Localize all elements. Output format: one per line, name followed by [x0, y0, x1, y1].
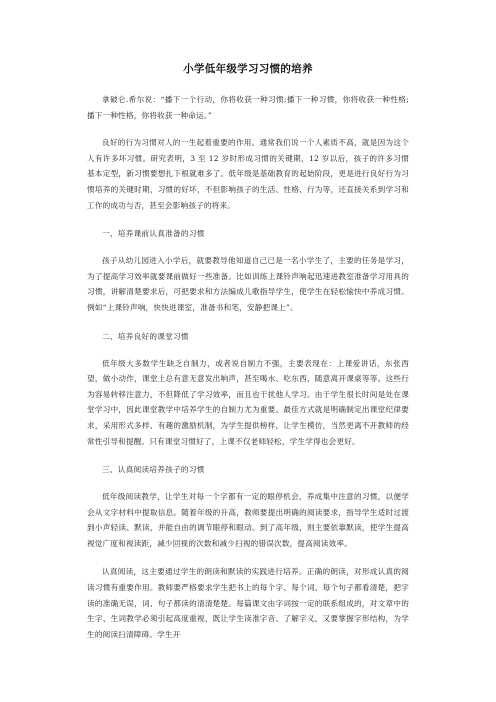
paragraph-habits-importance: 良好的行为习惯对人的一生起着重要的作用。通常我们说一个人素质不高，就是因为这个人有许多坏习惯。研究表明，3 至 12 岁时形成习惯的关键期，12 岁以后，孩子的许多习惯基本定型，新习惯要想扎下根就难多了。低年级是基础教育的起始阶段，更是进行良好行为习惯培养的关键时期，习惯的好坏，不但影响孩子的生活、性格、行为等，还直接关系到学习和工作的成功与否，甚至会影响孩子的将来。 — [87, 138, 409, 210]
paragraph-reading-practice: 认真阅读，这主要通过学生的朗读和默读的实践进行培养。正确的朗读，对形成认真的阅读习惯有重要作用。教师要严格要求学生把书上的每个字、每个词、每个句子都看清楚，把字读的准确无误，词、句子都读的清清楚楚。每篇课文由字词按一定的联系组成的，对文章中的生字、生词教学必须引起高度重视，既让学生读准字音、了解字义，又要掌握字形结构，为学生的阅读扫清障碍。学生开 — [87, 567, 409, 639]
section-heading-2: 二、培养良好的课堂习惯 — [102, 331, 189, 341]
paragraph-classroom: 低年级大多数学生缺乏自制力，或者说自制力不强，主要表现在：上课爱讲话，东张西望，做小动作，课堂上总有意无意发出响声，甚至喝水、吃东西，随意离开课桌等等。这些行为容易转移注意力，不但降低了学习效率，而且也干扰他人学习。由于学生很长时间是处在课堂学习中，因此课堂教学中培养学生的自制力尤为重要。最佳方式就是明确制定出课堂纪律要求，采用形式多样、有趣的激励机制，为学生提供榜样，让学生模仿，当然更离不开教师的经常性引导和提醒。只有课堂习惯好了，上课不仅老师轻松，学生学得也会更好。 — [87, 358, 409, 446]
section-heading-3: 三、认真阅读培养孩子的习惯 — [102, 465, 205, 475]
paragraph-preparation: 孩子从幼儿园进入小学后，就要教导他知道自己已是一名小学生了，主要的任务是学习，为了提高学习效率就要课前做好一些准备。比如训练上课铃声响起迅速进教室准备学习用具的习惯，讲解清楚要求后，可把要求和方法编成儿歌指导学生，使学生在轻松愉快中养成习惯。例如“上课铃声响，快快进课室，准备书和笔，安静把课上”。 — [87, 256, 409, 312]
paragraph-reading: 低年级阅读教学，让学生对每一个字都有一定的眼停机会，养成集中注意的习惯，以便学会从文字材料中提取信息。随着年级的升高，教师要提出明确的阅读要求，指导学生适时过渡到小声轻读、默读，并能自由的调节眼停和眼动。到了高年级，则主要依靠默读，使学生提高视觉广度和视读距，减少回视的次数和减少扫视的错误次数，提高阅读效率。 — [87, 492, 409, 548]
section-heading-1: 一、培养课前认真准备的习惯 — [102, 229, 205, 239]
document-title: 小学低年级学习习惯的培养 — [183, 63, 313, 75]
intro-paragraph: 拿破仑.希尔说：“播下一个行动，你将收获一种习惯;播下一种习惯，你将收获一种性格;播下一种性格，你将收获一种命运。” — [87, 95, 409, 120]
